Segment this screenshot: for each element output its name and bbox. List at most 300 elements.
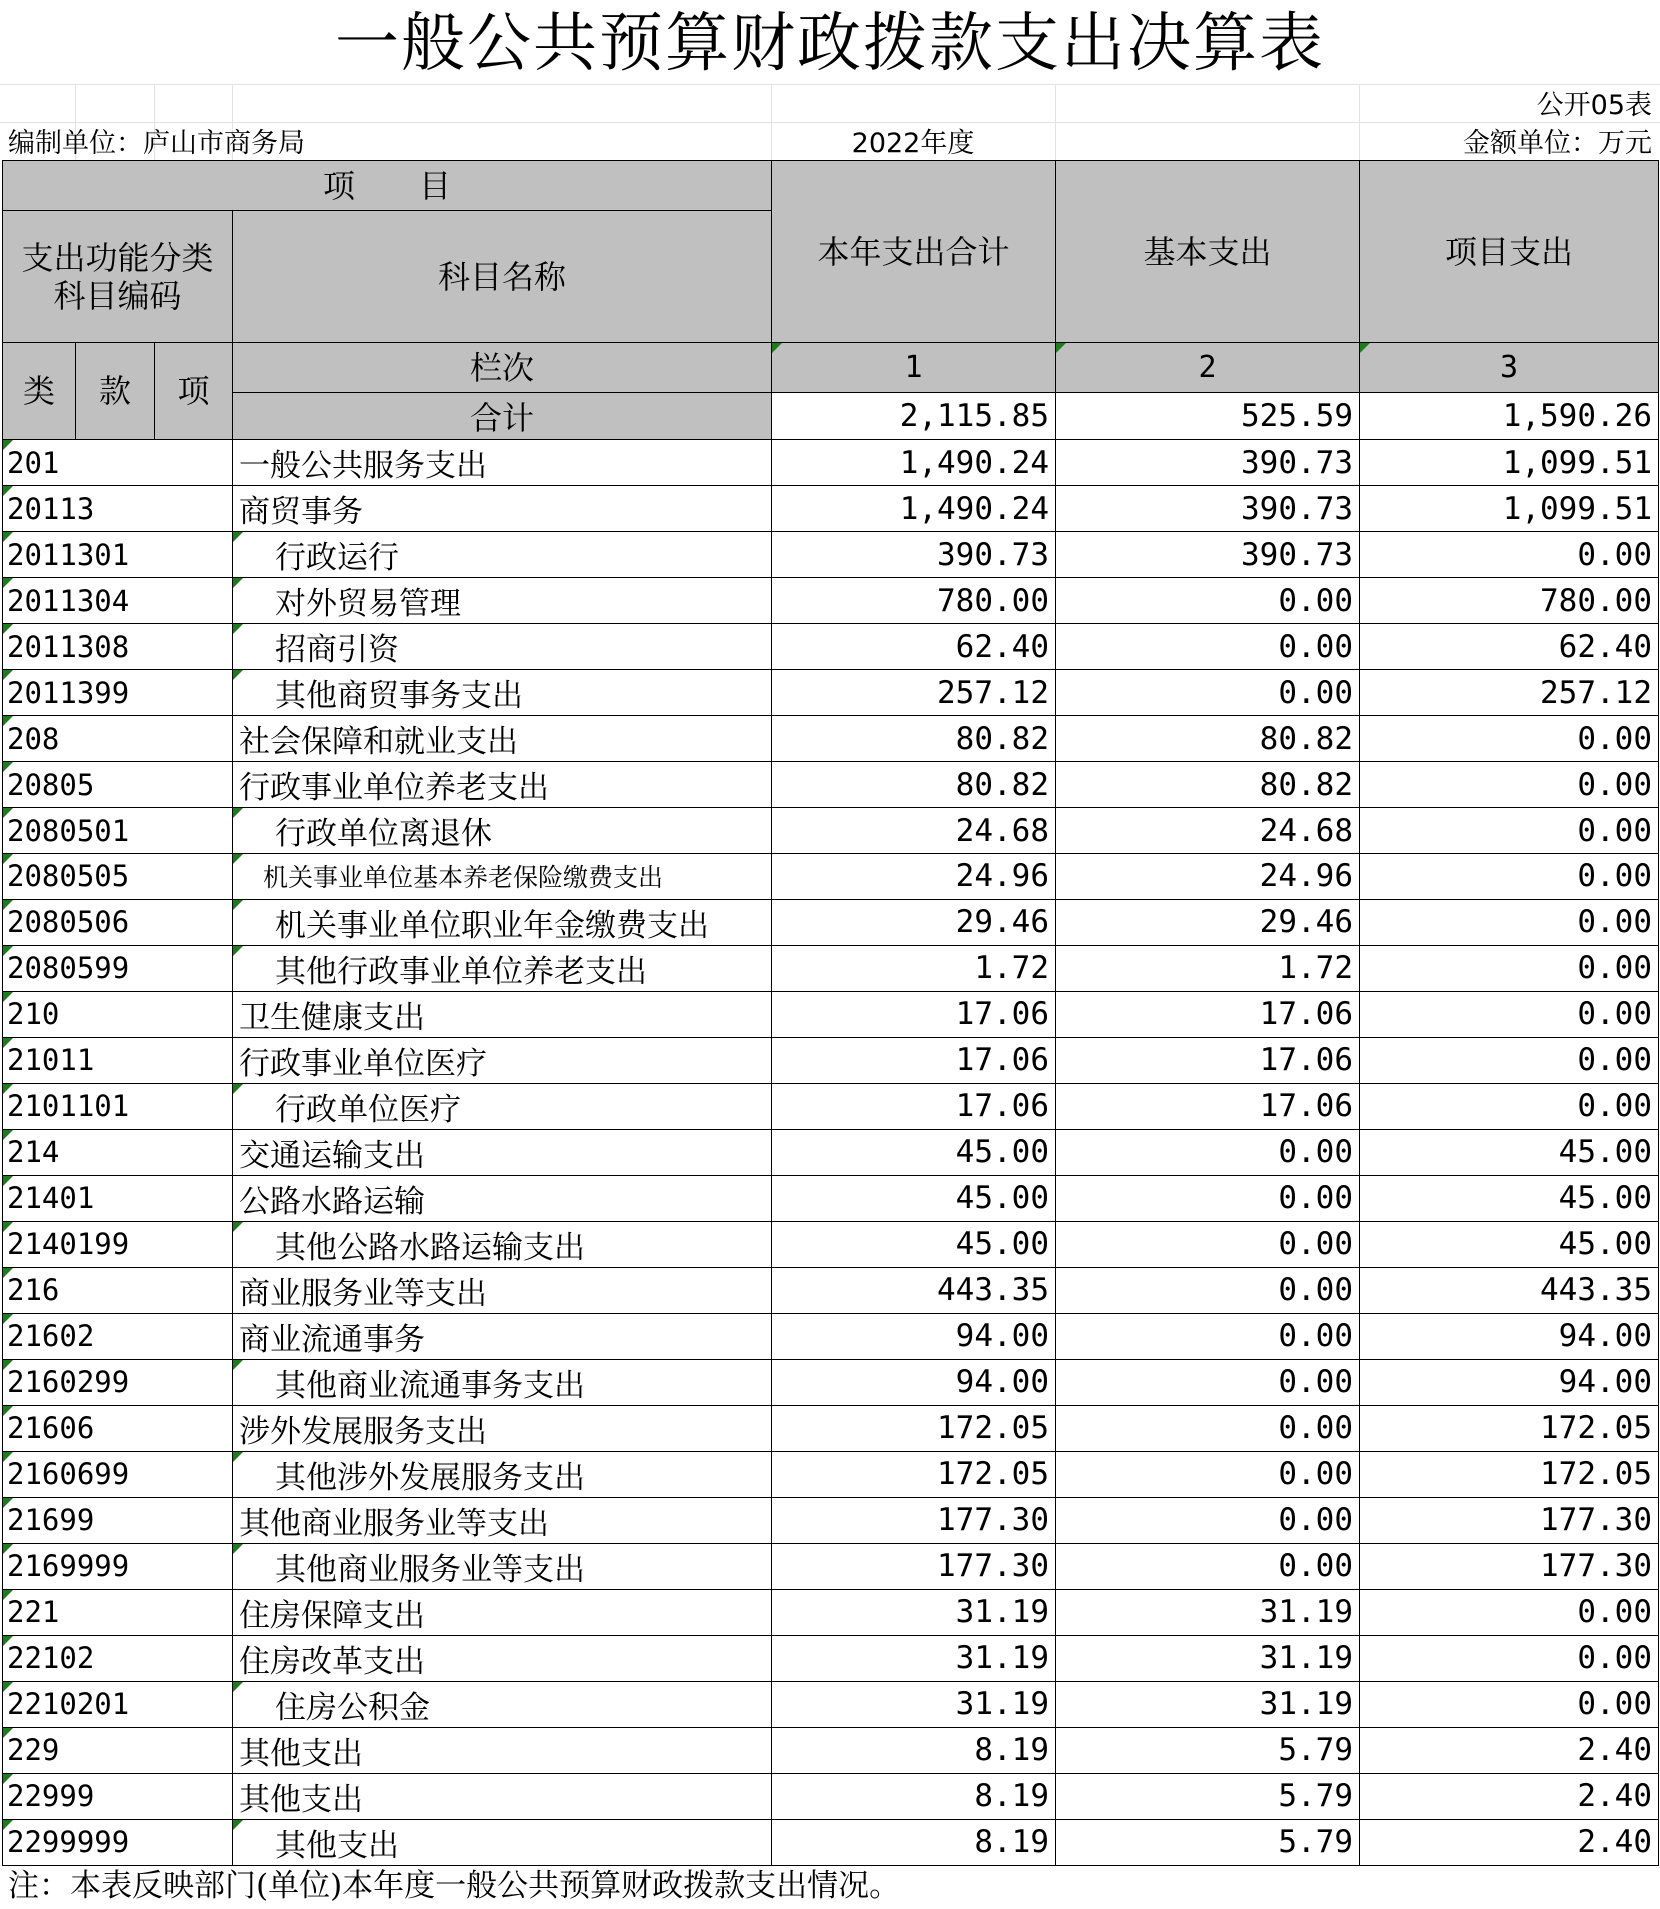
green-marker: [233, 1820, 243, 1830]
row-project: 0.00: [1360, 808, 1659, 854]
row-basic: 80.82: [1056, 762, 1360, 808]
row-project: 0.00: [1360, 1681, 1659, 1727]
row-subject-name-text: 公路水路运输: [239, 1183, 425, 1220]
row-code: [3, 945, 233, 991]
form-number: 公开05表: [1536, 90, 1652, 121]
green-marker: [3, 624, 13, 634]
row-basic: 0.00: [1056, 1497, 1360, 1543]
row-code-text: 221: [7, 1595, 60, 1630]
green-marker: [233, 854, 243, 864]
row-total: 177.30: [772, 1543, 1056, 1589]
budget-table: [2, 160, 1659, 1866]
row-code-text: 21699: [7, 1503, 95, 1538]
row-project: 62.40: [1360, 624, 1659, 670]
row-code: [3, 486, 233, 532]
green-marker: [3, 1544, 13, 1554]
green-marker: [3, 1222, 13, 1232]
row-project: 0.00: [1360, 532, 1659, 578]
row-subject-name: [233, 808, 772, 854]
table-row: [3, 1727, 1659, 1773]
table-row: [3, 899, 1659, 945]
row-total: 17.06: [772, 1083, 1056, 1129]
green-marker: [3, 1176, 13, 1186]
row-code: [3, 1037, 233, 1083]
green-marker: [3, 1498, 13, 1508]
row-subject-name: [233, 854, 772, 900]
row-total: 31.19: [772, 1589, 1056, 1635]
green-marker: [3, 1038, 13, 1048]
table-row: [3, 945, 1659, 991]
row-code-text: 2210201: [7, 1687, 130, 1722]
green-marker: [233, 1682, 243, 1692]
row-basic: 390.73: [1056, 486, 1360, 532]
row-code: [3, 1727, 233, 1773]
row-total: 24.68: [772, 808, 1056, 854]
row-basic: 0.00: [1056, 1129, 1360, 1175]
row-code: [3, 1313, 233, 1359]
row-project: 2.40: [1360, 1773, 1659, 1819]
row-basic: 5.79: [1056, 1819, 1360, 1865]
row-code: [3, 1405, 233, 1451]
table-row: [3, 1819, 1659, 1865]
row-total: 94.00: [772, 1359, 1056, 1405]
green-marker: [3, 1084, 13, 1094]
row-basic: 390.73: [1056, 440, 1360, 486]
row-subject-name: [233, 1313, 772, 1359]
fiscal-year: 2022年度: [851, 128, 975, 159]
green-marker: [233, 624, 243, 634]
row-subject-name-text: 涉外发展服务支出: [239, 1413, 487, 1450]
table-row: [3, 670, 1659, 716]
header-subject-name: 科目名称: [233, 211, 772, 343]
table-row: [3, 532, 1659, 578]
row-subject-name-text: 住房公积金: [275, 1689, 430, 1726]
row-basic: 0.00: [1056, 1221, 1360, 1267]
row-subject-name: [233, 716, 772, 762]
row-total: 8.19: [772, 1773, 1056, 1819]
table-row: [3, 1589, 1659, 1635]
header-col-3: [1360, 343, 1659, 393]
row-total: 172.05: [772, 1405, 1056, 1451]
green-marker: [233, 1084, 243, 1094]
green-marker: [3, 486, 13, 496]
green-marker: [233, 578, 243, 588]
table-row: [3, 1451, 1659, 1497]
row-total: 62.40: [772, 624, 1056, 670]
row-code: [3, 1681, 233, 1727]
row-total: 80.82: [772, 716, 1056, 762]
row-total: 1,490.24: [772, 486, 1056, 532]
row-subject-name-text: 交通运输支出: [239, 1137, 425, 1174]
header-func-code-line1: 支出功能分类: [21, 238, 214, 277]
table-row: [3, 624, 1659, 670]
row-total: 1.72: [772, 945, 1056, 991]
row-code: [3, 1451, 233, 1497]
table-row: [3, 1267, 1659, 1313]
row-code: [3, 670, 233, 716]
green-marker: [3, 1268, 13, 1278]
table-row: [3, 991, 1659, 1037]
row-total: 45.00: [772, 1129, 1056, 1175]
row-subject-name-text: 行政单位医疗: [275, 1091, 461, 1128]
row-subject-name-text: 其他商贸事务支出: [275, 678, 523, 714]
table-row: [3, 762, 1659, 808]
row-basic: 31.19: [1056, 1635, 1360, 1681]
row-code-text: 208: [7, 721, 60, 756]
row-code: [3, 1129, 233, 1175]
header-kuan: 款: [76, 343, 155, 440]
row-subject-name-text: 其他商业服务业等支出: [275, 1551, 585, 1588]
row-code: [3, 991, 233, 1037]
row-subject-name-text: 商业流通事务: [239, 1321, 425, 1358]
row-code-text: 21606: [7, 1411, 95, 1446]
row-subject-name: [233, 1359, 772, 1405]
table-row: [3, 1083, 1659, 1129]
row-subject-name-text: 机关事业单位基本养老保险缴费支出: [263, 863, 664, 893]
row-basic: 5.79: [1056, 1773, 1360, 1819]
gridline: [0, 122, 1660, 123]
row-subject-name: [233, 532, 772, 578]
row-code: [3, 716, 233, 762]
row-code-text: 201: [7, 445, 60, 480]
row-project: 443.35: [1360, 1267, 1659, 1313]
row-subject-name-text: 商贸事务: [239, 494, 363, 530]
table-row: [3, 1359, 1659, 1405]
row-code-text: 2169999: [7, 1549, 130, 1584]
table-row: [3, 716, 1659, 762]
row-subject-name-text: 招商引资: [275, 632, 399, 668]
header-xiang: 项: [155, 343, 233, 440]
row-code-text: 21401: [7, 1181, 95, 1216]
row-project: 172.05: [1360, 1405, 1659, 1451]
row-basic: 390.73: [1056, 532, 1360, 578]
green-marker: [233, 1360, 243, 1370]
row-code-text: 2160699: [7, 1457, 130, 1492]
green-marker: [3, 808, 13, 818]
row-basic: 31.19: [1056, 1681, 1360, 1727]
row-subject-name: [233, 1681, 772, 1727]
row-basic: 29.46: [1056, 899, 1360, 945]
table-row: [3, 578, 1659, 624]
row-subject-name-text: 卫生健康支出: [239, 999, 425, 1036]
row-basic: 1.72: [1056, 945, 1360, 991]
total-project: 1,590.26: [1360, 393, 1659, 440]
green-marker: [233, 808, 243, 818]
row-code-text: 2011399: [7, 675, 130, 710]
header-col-2: [1056, 343, 1360, 393]
row-subject-name: [233, 670, 772, 716]
row-code-text: 214: [7, 1135, 60, 1170]
row-project: 0.00: [1360, 945, 1659, 991]
row-subject-name: [233, 899, 772, 945]
table-row: [3, 1175, 1659, 1221]
row-code-text: 2299999: [7, 1825, 130, 1860]
row-basic: 5.79: [1056, 1727, 1360, 1773]
row-code: [3, 624, 233, 670]
header-lei: 类: [3, 343, 76, 440]
row-subject-name-text: 一般公共服务支出: [239, 448, 487, 484]
row-subject-name: [233, 1543, 772, 1589]
green-marker: [3, 440, 13, 450]
row-code: [3, 1267, 233, 1313]
row-basic: 17.06: [1056, 1037, 1360, 1083]
table-row: [3, 854, 1659, 900]
green-marker: [3, 762, 13, 772]
row-code-text: 2011301: [7, 537, 130, 572]
green-marker: [3, 1452, 13, 1462]
row-code-text: 20113: [7, 491, 95, 526]
green-marker: [3, 1590, 13, 1600]
header-lanci: 栏次: [233, 343, 772, 393]
row-project: 0.00: [1360, 1589, 1659, 1635]
row-project: 177.30: [1360, 1543, 1659, 1589]
row-total: 780.00: [772, 578, 1056, 624]
table-row: [3, 1037, 1659, 1083]
row-subject-name-text: 其他公路水路运输支出: [275, 1229, 585, 1266]
row-code: [3, 1635, 233, 1681]
row-subject-name: [233, 1405, 772, 1451]
row-code: [3, 532, 233, 578]
row-code: [3, 899, 233, 945]
row-basic: 17.06: [1056, 1083, 1360, 1129]
row-total: 29.46: [772, 899, 1056, 945]
row-project: 0.00: [1360, 991, 1659, 1037]
header-func-code-line2: 科目编码: [53, 276, 182, 315]
row-total: 177.30: [772, 1497, 1056, 1543]
table-note: 注：本表反映部门(单位)本年度一般公共预算财政拨款支出情况。: [8, 1868, 901, 1904]
row-basic: 0.00: [1056, 1451, 1360, 1497]
row-project: 257.12: [1360, 670, 1659, 716]
total-sum: 2,115.85: [772, 393, 1056, 440]
gridline: [0, 84, 1660, 85]
row-total: 31.19: [772, 1635, 1056, 1681]
row-subject-name: [233, 624, 772, 670]
row-basic: 24.96: [1056, 854, 1360, 900]
green-marker: [3, 578, 13, 588]
row-code: [3, 578, 233, 624]
row-total: 45.00: [772, 1175, 1056, 1221]
row-subject-name: [233, 1819, 772, 1865]
table-row: [3, 1313, 1659, 1359]
total-label: 合计: [233, 393, 772, 440]
row-subject-name: [233, 1037, 772, 1083]
row-code-text: 2080599: [7, 951, 130, 986]
row-basic: 0.00: [1056, 1543, 1360, 1589]
row-subject-name: [233, 1267, 772, 1313]
row-code-text: 216: [7, 1273, 60, 1308]
header-basic-col: 基本支出: [1056, 161, 1360, 343]
green-marker: [3, 854, 13, 864]
row-basic: 17.06: [1056, 991, 1360, 1037]
row-total: 45.00: [772, 1221, 1056, 1267]
row-subject-name-text: 其他行政事业单位养老支出: [275, 953, 647, 990]
table-row: [3, 1681, 1659, 1727]
row-code-text: 2160299: [7, 1365, 130, 1400]
row-basic: 0.00: [1056, 1313, 1360, 1359]
row-project: 45.00: [1360, 1129, 1659, 1175]
row-code: [3, 1175, 233, 1221]
row-subject-name: [233, 1175, 772, 1221]
row-total: 80.82: [772, 762, 1056, 808]
row-basic: 0.00: [1056, 1359, 1360, 1405]
table-row: [3, 1635, 1659, 1681]
row-total: 172.05: [772, 1451, 1056, 1497]
row-code-text: 2080506: [7, 905, 130, 940]
green-marker: [3, 1820, 13, 1830]
row-code: [3, 1819, 233, 1865]
row-code-text: 210: [7, 997, 60, 1032]
row-subject-name: [233, 1773, 772, 1819]
row-subject-name-text: 住房改革支出: [239, 1643, 425, 1680]
row-total: 24.96: [772, 854, 1056, 900]
row-subject-name-text: 商业服务业等支出: [239, 1275, 487, 1312]
green-marker: [233, 1222, 243, 1232]
row-subject-name: [233, 1589, 772, 1635]
row-project: 1,099.51: [1360, 440, 1659, 486]
green-marker: [3, 532, 13, 542]
row-code: [3, 440, 233, 486]
header-col-3-label: 3: [1499, 350, 1519, 385]
row-code-text: 22999: [7, 1779, 95, 1814]
green-marker: [3, 1774, 13, 1784]
row-code-text: 2080505: [7, 859, 130, 894]
row-total: 94.00: [772, 1313, 1056, 1359]
table-row: [3, 1543, 1659, 1589]
row-project: 0.00: [1360, 899, 1659, 945]
header-col-1-label: 1: [904, 350, 923, 385]
row-subject-name: [233, 1497, 772, 1543]
row-code: [3, 1773, 233, 1819]
row-subject-name-text: 机关事业单位职业年金缴费支出: [275, 907, 709, 944]
compiling-unit: 编制单位：庐山市商务局: [8, 128, 305, 159]
row-code-text: 2011304: [7, 583, 130, 618]
row-total: 17.06: [772, 991, 1056, 1037]
row-subject-name-text: 其他支出: [275, 1827, 399, 1864]
row-subject-name-text: 其他商业流通事务支出: [275, 1367, 585, 1404]
header-col-2-label: 2: [1198, 350, 1217, 385]
row-code-text: 21011: [7, 1043, 95, 1078]
row-project: 0.00: [1360, 716, 1659, 762]
row-total: 390.73: [772, 532, 1056, 578]
green-marker: [233, 670, 243, 680]
row-project: 45.00: [1360, 1221, 1659, 1267]
table-row: [3, 486, 1659, 532]
row-code-text: 20805: [7, 767, 95, 802]
row-project: 0.00: [1360, 1635, 1659, 1681]
row-code: [3, 1497, 233, 1543]
row-basic: 0.00: [1056, 670, 1360, 716]
row-subject-name-text: 其他支出: [239, 1735, 363, 1772]
green-marker: [3, 670, 13, 680]
row-code: [3, 1083, 233, 1129]
green-marker: [3, 1406, 13, 1416]
row-subject-name-text: 其他涉外发展服务支出: [275, 1459, 585, 1496]
row-project: 0.00: [1360, 854, 1659, 900]
row-total: 8.19: [772, 1819, 1056, 1865]
row-subject-name-text: 行政运行: [275, 540, 399, 576]
row-subject-name-text: 行政单位离退休: [275, 816, 492, 852]
green-marker: [3, 1728, 13, 1738]
row-project: 2.40: [1360, 1819, 1659, 1865]
row-subject-name: [233, 1727, 772, 1773]
row-project: 780.00: [1360, 578, 1659, 624]
row-subject-name-text: 社会保障和就业支出: [239, 724, 518, 760]
row-project: 94.00: [1360, 1313, 1659, 1359]
row-basic: 0.00: [1056, 1405, 1360, 1451]
row-subject-name: [233, 1221, 772, 1267]
row-code: [3, 1221, 233, 1267]
row-project: 45.00: [1360, 1175, 1659, 1221]
green-marker: [772, 343, 782, 353]
row-subject-name: [233, 486, 772, 532]
row-project: 94.00: [1360, 1359, 1659, 1405]
row-project: 1,099.51: [1360, 486, 1659, 532]
green-marker: [3, 1682, 13, 1692]
green-marker: [3, 1314, 13, 1324]
money-unit: 金额单位：万元: [1463, 128, 1652, 159]
row-subject-name-text: 对外贸易管理: [275, 586, 461, 622]
row-project: 172.05: [1360, 1451, 1659, 1497]
table-row: [3, 440, 1659, 486]
row-basic: 0.00: [1056, 578, 1360, 624]
table-row: [3, 1773, 1659, 1819]
row-basic: 0.00: [1056, 1175, 1360, 1221]
row-subject-name: [233, 1451, 772, 1497]
gridline: [1055, 84, 1056, 160]
row-total: 8.19: [772, 1727, 1056, 1773]
row-project: 2.40: [1360, 1727, 1659, 1773]
green-marker: [3, 900, 13, 910]
row-total: 443.35: [772, 1267, 1056, 1313]
row-basic: 0.00: [1056, 624, 1360, 670]
row-subject-name: [233, 1635, 772, 1681]
row-code-text: 21602: [7, 1319, 95, 1354]
row-subject-name: [233, 1129, 772, 1175]
row-code-text: 2080501: [7, 813, 130, 848]
row-subject-name-text: 其他支出: [239, 1781, 363, 1818]
green-marker: [3, 716, 13, 726]
header-project-col: 项目支出: [1360, 161, 1659, 343]
header-col-1: [772, 343, 1056, 393]
table-row: [3, 1497, 1659, 1543]
table-row: [3, 1221, 1659, 1267]
row-subject-name-text: 住房保障支出: [239, 1597, 425, 1634]
row-code: [3, 762, 233, 808]
row-code-text: 22102: [7, 1641, 95, 1676]
table-row: [3, 1129, 1659, 1175]
row-code: [3, 808, 233, 854]
row-project: 0.00: [1360, 762, 1659, 808]
header-func-code: [3, 211, 233, 343]
page-title: 一般公共预算财政拨款支出决算表: [335, 7, 1325, 81]
green-marker: [233, 946, 243, 956]
row-project: 177.30: [1360, 1497, 1659, 1543]
green-marker: [1056, 343, 1066, 353]
row-total: 1,490.24: [772, 440, 1056, 486]
green-marker: [233, 532, 243, 542]
row-code: [3, 1543, 233, 1589]
row-subject-name: [233, 991, 772, 1037]
green-marker: [1360, 343, 1370, 353]
row-code-text: 2011308: [7, 629, 130, 664]
row-subject-name-text: 行政事业单位养老支出: [239, 770, 549, 806]
table-row: [3, 808, 1659, 854]
total-basic: 525.59: [1056, 393, 1360, 440]
row-basic: 24.68: [1056, 808, 1360, 854]
row-subject-name: [233, 578, 772, 624]
green-marker: [233, 1452, 243, 1462]
row-code: [3, 1589, 233, 1635]
